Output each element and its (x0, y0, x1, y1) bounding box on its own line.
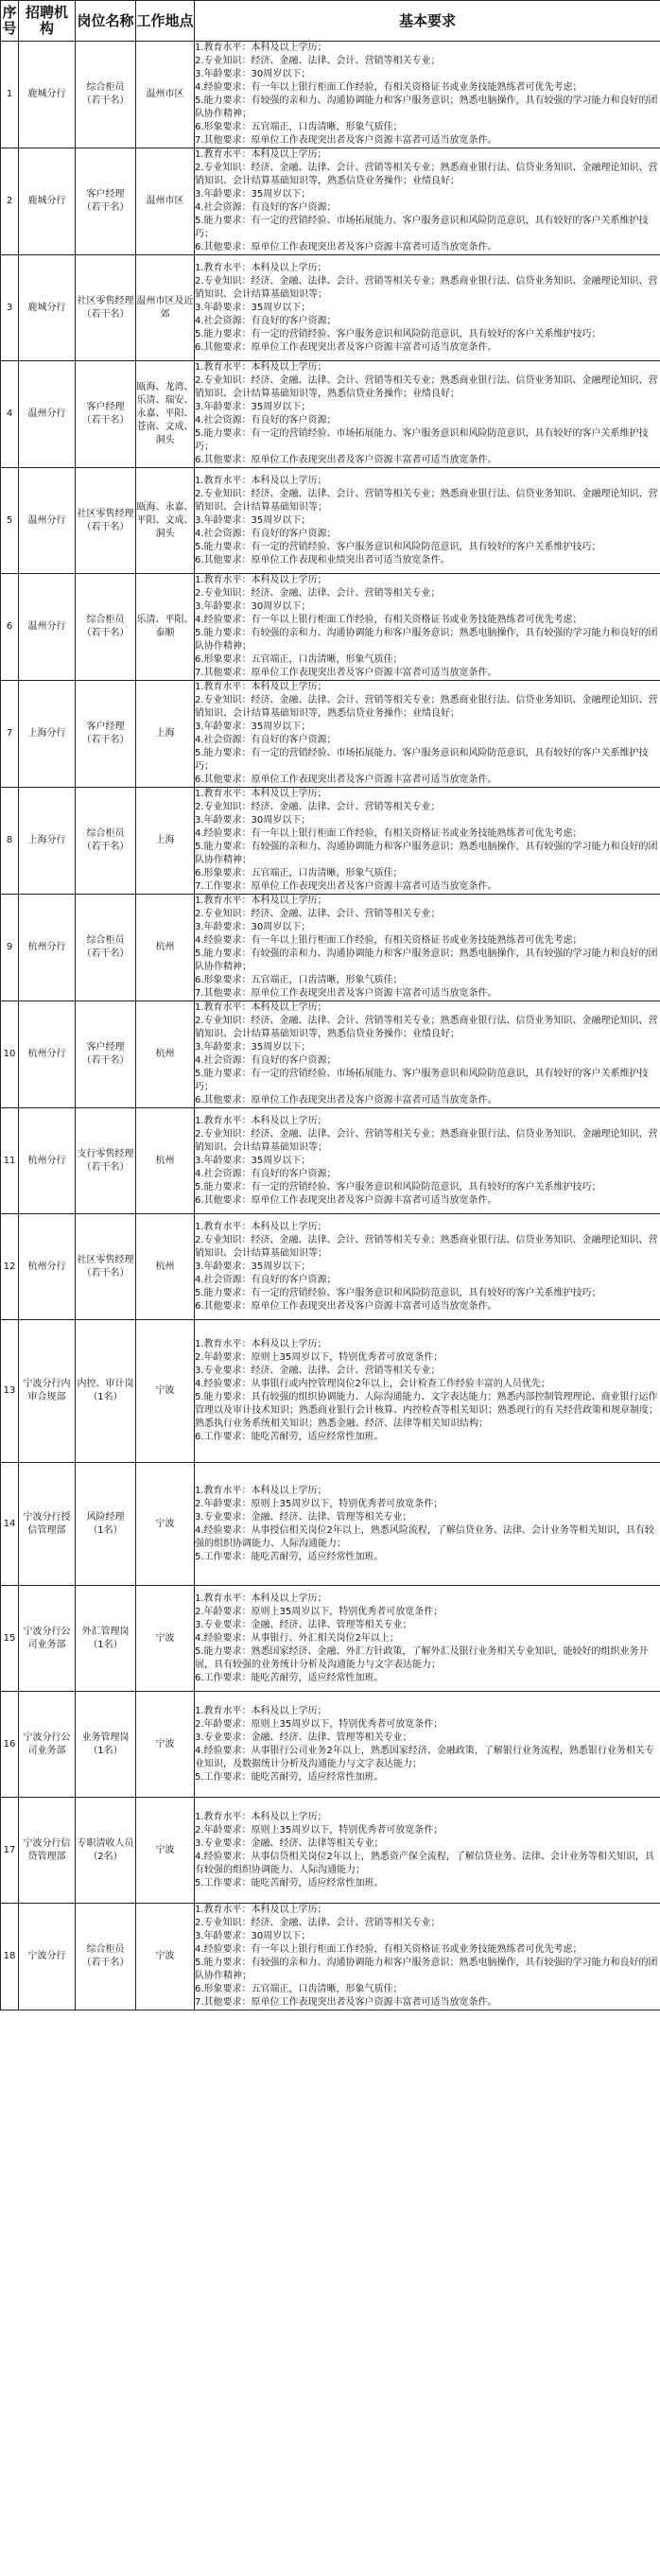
row-org: 鹿城分行 (19, 42, 76, 148)
requirement-line: 3.专业要求：经济、金融、法律、会计、营销等相关专业； (195, 1366, 441, 1376)
requirement-line: 1.教育水平：本科及以上学历； (195, 1221, 327, 1232)
requirement-line: 2.专业知识：经济、金融、法律、会计、营销等相关专业；熟悉商业银行法、信贷业务知识、金融理论知识、营销知识、会计结算基础知识等，熟悉信贷业务操作；业绩良好； (195, 375, 658, 399)
header-org: 招聘机构 (19, 1, 76, 42)
row-org: 上海分行 (19, 788, 76, 895)
requirement-line: 2.专业知识：经济、金融、法律、会计、营销等相关专业； (195, 802, 441, 812)
requirement-line: 4.经验要求：有一年以上银行柜面工作经验，有相关资格证书或业务技能熟练者可优先考虑； (195, 615, 582, 625)
position-count: （若干名） (81, 308, 130, 320)
requirement-line: 3.专业要求：金融、经济、法律、管理等相关专业； (195, 1511, 412, 1523)
position-name: 社区零售经理 (77, 1254, 134, 1265)
requirement-line: 5.能力要求：有较强的亲和力、沟通协调能力和客户服务意识；熟悉电脑操作，具有较强的学习能力和良好的团队协作精神； (195, 1958, 658, 1981)
row-location: 瓯海、龙湾、乐清、瑞安、永嘉、平阳、苍南、文成、洞头 (136, 361, 195, 468)
table-row (1, 895, 660, 1001)
position-count: （1名） (88, 1639, 123, 1650)
requirement-line: 5.能力要求：有一定的营销经验、市场拓展能力、客户服务意识和风险防范意识，具有较好的客户关系维护技巧； (195, 748, 649, 772)
position-count: （若干名） (81, 735, 130, 745)
table-row (1, 42, 660, 148)
requirement-line: 4.经验要求：有一年以上银行柜面工作经验，有相关资格证书或业务技能熟练者可优先考虑； (195, 1944, 582, 1955)
requirement-line: 2.专业知识：经济、金融、法律、会计、营销等相关专业；熟悉商业银行法、信贷业务知识、金融理论知识、营销知识、会计结算基础知识等； (195, 488, 658, 513)
requirement-line: 3.年龄要求：35周岁以下； (195, 514, 311, 526)
row-location: 温州市区及近郊 (136, 255, 195, 361)
row-requirements (195, 574, 660, 681)
requirement-line: 6.其他要求：原单位工作表现突出者及客户资源丰富者可适当放宽条件。 (195, 775, 497, 785)
header-row (1, 1, 660, 42)
table-row (1, 1692, 660, 1798)
position-count: （若干名） (81, 415, 130, 426)
requirement-line: 1.教育水平：本科及以上学历； (195, 1485, 327, 1496)
requirement-line: 5.能力要求：有一定的营销经验、市场拓展能力、客户服务意识和风险防范意识，具有较好的客户关系维护技巧； (195, 216, 649, 239)
table-row (1, 1904, 660, 2010)
row-requirements (195, 681, 660, 788)
requirement-line: 5.能力要求：有较强的亲和力、沟通协调能力和客户服务意识；熟悉电脑操作，具有较强的学习能力和良好的团队协作精神； (195, 949, 658, 972)
requirement-line: 2.年龄要求：原则上35周岁以下，特别优秀者可放宽条件； (195, 1498, 443, 1509)
position-count: （若干名） (81, 1958, 130, 1968)
row-number: 1 (1, 42, 19, 148)
row-number: 8 (1, 788, 19, 895)
row-position (76, 468, 136, 574)
position-name: 综合柜员 (86, 935, 125, 946)
row-number: 3 (1, 255, 19, 361)
requirement-line: 1.教育水平：本科及以上学历； (195, 362, 327, 373)
requirement-line: 1.教育水平：本科及以上学历； (195, 149, 327, 160)
position-count: （若干名） (81, 949, 130, 959)
row-requirements (195, 895, 660, 1001)
position-name: 综合柜员 (86, 82, 125, 93)
row-position (76, 255, 136, 361)
requirement-line: 6.形象要求：五官端正，口齿清晰，形象气质佳； (195, 1984, 403, 1994)
row-number: 18 (1, 1904, 19, 2010)
requirement-line: 6.其他要求：原单位工作表现突出者及客户资源丰富者可适当放宽条件。 (195, 1095, 497, 1105)
requirement-line: 3.年龄要求：30周岁以下； (195, 601, 311, 612)
position-name: 内控、审计岗 (77, 1379, 134, 1389)
requirement-line: 4.经验要求：从事授信相关岗位2年以上，熟悉风险流程，了解信贷业务、法律、会计业务等相关知识，具有较强的组织协调能力、人际沟通能力； (195, 1524, 654, 1549)
row-location: 宁波 (136, 1320, 195, 1463)
table-row (1, 468, 660, 574)
table-row (1, 361, 660, 468)
header-position: 岗位名称 (76, 1, 136, 42)
requirement-line: 5.能力要求：有一定的营销经验、客户服务意识和风险防范意识，具有较好的客户关系维护技巧； (195, 541, 601, 552)
row-position (76, 1320, 136, 1463)
header-no: 序号 (1, 1, 19, 42)
row-requirements (195, 468, 660, 574)
position-name: 客户经理 (86, 402, 125, 412)
row-number: 10 (1, 1001, 19, 1108)
row-requirements (195, 361, 660, 468)
requirement-line: 5.能力要求：有一定的营销经验、客户服务意识和风险防范意识，具有较好的客户关系维护技巧； (195, 1287, 601, 1298)
requirement-line: 3.年龄要求：35周岁以下； (195, 1155, 311, 1166)
requirement-line: 7.其他要求：原单位工作表现突出者及客户资源丰富者可适当放宽条件。 (195, 988, 497, 999)
row-location: 宁波 (136, 1798, 195, 1904)
position-count: （若干名） (81, 521, 130, 532)
position-name: 社区零售经理 (77, 295, 134, 306)
row-org: 宁波分行 (19, 1904, 76, 2010)
row-org: 宁波分行信贷管理部 (19, 1798, 76, 1904)
position-count: （2名） (88, 1851, 123, 1862)
position-name: 业务管理岗 (81, 1732, 130, 1743)
row-requirements (195, 1108, 660, 1214)
position-count: （1名） (88, 1745, 123, 1756)
position-count: （若干名） (81, 842, 130, 852)
requirement-line: 1.教育水平：本科及以上学历； (195, 1115, 327, 1126)
requirement-line: 6.其他要求：原单位工作表现突出者及客户资源丰富者可适当放宽条件。 (195, 242, 497, 252)
requirement-line: 5.能力要求：有一定的营销经验、市场拓展能力、客户服务意识和风险防范意识，具有较好的客户关系维护技巧； (195, 428, 649, 452)
row-org: 鹿城分行 (19, 255, 76, 361)
row-requirements (195, 148, 660, 255)
row-location: 杭州 (136, 1108, 195, 1214)
table-row (1, 788, 660, 895)
requirement-line: 1.教育水平：本科及以上学历； (195, 575, 327, 585)
requirement-line: 3.年龄要求：35周岁以下； (195, 302, 311, 313)
requirement-line: 3.年龄要求：30周岁以下； (195, 922, 311, 932)
row-position (76, 42, 136, 148)
row-position (76, 574, 136, 681)
row-number: 12 (1, 1214, 19, 1320)
requirement-line: 1.教育水平：本科及以上学历； (195, 682, 327, 692)
row-location: 上海 (136, 788, 195, 895)
requirement-line: 5.能力要求：熟悉国家经济、金融、外汇方针政策，了解外汇及银行业务相关专业知识，能较好的组织业务开展，具有较强的业务统计分析及沟通能力与文字表达能力； (195, 1645, 649, 1670)
row-position (76, 1214, 136, 1320)
position-name: 客户经理 (86, 722, 125, 732)
requirement-line: 4.社会资源：有良好的客户资源； (195, 315, 337, 326)
row-position (76, 681, 136, 788)
requirement-line: 4.经验要求：从事银行公司业务2年以上，熟悉国家经济、金融政策，了解银行业务流程，熟悉银行业务相关专业知识，及数据统计分析及沟通能力与文字表达能力； (195, 1745, 654, 1769)
row-org: 宁波分行公司业务部 (19, 1692, 76, 1798)
row-location: 宁波 (136, 1586, 195, 1692)
table-body (1, 42, 660, 2010)
requirement-line: 4.社会资源：有良好的客户资源； (195, 415, 337, 426)
position-name: 专职清收人员 (77, 1837, 134, 1849)
row-position (76, 1798, 136, 1904)
row-position (76, 1586, 136, 1692)
position-count: （1名） (88, 1524, 123, 1536)
row-org: 宁波分行公司业务部 (19, 1586, 76, 1692)
requirement-line: 6.工作要求：能吃苦耐劳，适应经常性加班。 (195, 1672, 384, 1683)
table-row (1, 574, 660, 681)
requirement-line: 4.经验要求：从事银行、外汇相关岗位2年以上； (195, 1632, 399, 1644)
requirement-line: 3.专业要求：金融、经济、法律等相关专业； (195, 1837, 384, 1849)
row-requirements (195, 42, 660, 148)
row-location: 宁波 (136, 1463, 195, 1586)
row-number: 17 (1, 1798, 19, 1904)
position-name: 风险经理 (86, 1511, 125, 1523)
requirement-line: 2.专业知识：经济、金融、法律、会计、营销等相关专业； (195, 909, 441, 919)
requirement-line: 7.工作要求：原单位工作表现突出者及客户资源丰富者可适当放宽条件。 (195, 881, 497, 892)
row-position (76, 148, 136, 255)
requirement-line: 3.年龄要求：35周岁以下； (195, 722, 311, 732)
header-requirements: 基本要求 (195, 1, 660, 42)
requirement-line: 6.形象要求：五官端正，口齿清晰，形象气质佳； (195, 122, 403, 132)
position-name: 综合柜员 (86, 615, 125, 625)
row-org: 杭州分行 (19, 1214, 76, 1320)
requirement-line: 3.专业要求：金融、经济、法律、管理等相关专业； (195, 1732, 412, 1743)
requirement-line: 1.教育水平：本科及以上学历； (195, 1339, 327, 1349)
requirement-line: 1.教育水平：本科及以上学历； (195, 262, 327, 273)
position-count: （1名） (88, 1392, 123, 1402)
row-location: 瓯海、永嘉、平阳、文成、洞头 (136, 468, 195, 574)
table-row (1, 1798, 660, 1904)
row-org: 温州分行 (19, 468, 76, 574)
row-number: 16 (1, 1692, 19, 1798)
requirement-line: 2.专业知识：经济、金融、法律、会计、营销等相关专业；熟悉商业银行法、信贷业务知识、金融理论知识、营销知识、会计结算基础知识等，熟悉信贷业务操作；业绩良好； (195, 163, 658, 186)
row-requirements (195, 1001, 660, 1108)
requirement-line: 7.其他要求：原单位工作表现突出者及客户资源丰富者可适当放宽条件。 (195, 1997, 497, 2008)
table-row (1, 1320, 660, 1463)
requirement-line: 1.教育水平：本科及以上学历； (195, 1002, 327, 1013)
row-org: 宁波分行授信管理部 (19, 1463, 76, 1586)
requirement-line: 6.其他要求：原单位工作表现突出者及客户资源丰富者可适当放宽条件。 (195, 1194, 497, 1206)
requirement-line: 5.能力要求：有较强的亲和力、沟通协调能力和客户服务意识；熟悉电脑操作，具有较强的学习能力和良好的团队协作精神； (195, 842, 658, 865)
requirement-line: 6.其他要求：原单位工作表现和业绩突出者可适当放宽条件。 (195, 554, 450, 566)
requirement-line: 6.其他要求：原单位工作表现突出者及客户资源丰富者可适当放宽条件。 (195, 341, 497, 353)
requirement-line: 6.形象要求：五官端正，口齿清晰，形象气质佳； (195, 975, 403, 985)
requirement-line: 2.专业知识：经济、金融、法律、会计、营销等相关专业；熟悉商业银行法、信贷业务知识、金融理论知识、营销知识、会计结算基础知识等，熟悉信贷业务操作；业绩良好； (195, 1016, 658, 1039)
requirement-line: 4.经验要求：有一年以上银行柜面工作经验，有相关资格证书或业务技能熟练者可优先考虑； (195, 828, 582, 839)
row-position (76, 1108, 136, 1214)
position-name: 外汇管理岗 (81, 1626, 130, 1637)
row-requirements (195, 1214, 660, 1320)
position-name: 社区零售经理 (77, 508, 134, 519)
row-org: 宁波分行内审合规部 (19, 1320, 76, 1463)
requirement-line: 3.年龄要求：35周岁以下； (195, 1261, 311, 1272)
requirement-line: 1.教育水平：本科及以上学历； (195, 1593, 327, 1604)
row-location: 乐清、平阳、泰顺 (136, 574, 195, 681)
requirement-line: 5.能力要求：有一定的营销经验、客户服务意识和风险防范意识，具有较好的客户关系维护技巧； (195, 1181, 601, 1192)
row-location: 宁波 (136, 1692, 195, 1798)
requirement-line: 1.教育水平：本科及以上学历； (195, 1811, 327, 1822)
table-row (1, 1108, 660, 1214)
row-location: 杭州 (136, 895, 195, 1001)
requirement-line: 2.年龄要求：原则上35周岁以下，特别优秀者可放宽条件； (195, 1824, 443, 1836)
row-requirements (195, 788, 660, 895)
row-position (76, 1001, 136, 1108)
requirement-line: 6.形象要求：五官端正，口齿清晰，形象气质佳； (195, 654, 403, 665)
requirement-line: 2.专业知识：经济、金融、法律、会计、营销等相关专业；熟悉商业银行法、信贷业务知识、金融理论知识、营销知识、会计结算基础知识等； (195, 275, 658, 300)
requirement-line: 7.其他要求：原单位工作表现突出者及客户资源丰富者可适当放宽条件。 (195, 135, 497, 146)
row-number: 5 (1, 468, 19, 574)
row-requirements (195, 255, 660, 361)
requirement-line: 2.年龄要求：原则上35周岁以下，特别优秀者可放宽条件； (195, 1352, 443, 1363)
requirement-line: 1.教育水平：本科及以上学历； (195, 475, 327, 486)
row-location: 杭州 (136, 1214, 195, 1320)
position-name: 综合柜员 (86, 1944, 125, 1955)
requirement-line: 6.其他要求：原单位工作表现突出者及客户资源丰富者可适当放宽条件。 (195, 1300, 497, 1312)
requirement-line: 4.经验要求：有一年以上银行柜面工作经验，有相关资格证书或业务技能熟练者可优先考虑； (195, 82, 582, 93)
table-row (1, 1214, 660, 1320)
position-count: （若干名） (81, 202, 130, 213)
position-name: 客户经理 (86, 189, 125, 200)
row-location: 温州市区 (136, 42, 195, 148)
position-count: （若干名） (81, 628, 130, 638)
requirement-line: 7.其他要求：原单位工作表现突出者及客户资源丰富者可适当放宽条件。 (195, 668, 497, 678)
requirement-line: 3.专业要求：金融、经济、法律、管理等相关专业； (195, 1619, 412, 1630)
requirement-line: 4.社会资源：有良好的客户资源； (195, 735, 337, 745)
requirement-line: 4.经验要求：从事信贷相关岗位2年以上，熟悉资产保全流程，了解信贷业务、法律、会计业务等相关知识，具有较强的组织协调能力、人际沟通能力； (195, 1851, 654, 1875)
row-requirements (195, 1586, 660, 1692)
row-location: 上海 (136, 681, 195, 788)
row-org: 杭州分行 (19, 1001, 76, 1108)
table-row (1, 1463, 660, 1586)
row-org: 鹿城分行 (19, 148, 76, 255)
requirement-line: 4.社会资源：有良好的客户资源； (195, 1168, 337, 1179)
row-number: 7 (1, 681, 19, 788)
position-count: （若干名） (81, 96, 130, 106)
header-location: 工作地点 (136, 1, 195, 42)
table-row (1, 148, 660, 255)
requirement-line: 2.专业知识：经济、金融、法律、会计、营销等相关专业； (195, 56, 441, 66)
row-requirements (195, 1904, 660, 2010)
requirement-line: 4.社会资源：有良好的客户资源； (195, 1055, 337, 1066)
requirement-line: 5.工作要求：能吃苦耐劳，适应经常性加班。 (195, 1551, 384, 1562)
requirement-line: 1.教育水平：本科及以上学历； (195, 43, 327, 53)
row-number: 2 (1, 148, 19, 255)
requirement-line: 6.工作要求：能吃苦耐劳，适应经常性加班。 (195, 1432, 384, 1442)
position-name: 支行零售经理 (77, 1148, 134, 1159)
row-position (76, 788, 136, 895)
requirement-line: 3.年龄要求：30周岁以下； (195, 69, 311, 79)
position-name: 客户经理 (86, 1042, 125, 1053)
requirement-line: 5.工作要求：能吃苦耐劳，适应经常性加班。 (195, 1877, 384, 1888)
position-count: （若干名） (81, 1267, 130, 1279)
requirement-line: 3.年龄要求：30周岁以下； (195, 815, 311, 826)
row-location: 宁波 (136, 1904, 195, 2010)
row-location: 杭州 (136, 1001, 195, 1108)
row-position (76, 895, 136, 1001)
row-position (76, 361, 136, 468)
requirement-line: 4.经验要求：有一年以上银行柜面工作经验，有相关资格证书或业务技能熟练者可优先考虑； (195, 935, 582, 946)
requirement-line: 5.能力要求：有一定的营销经验、市场拓展能力、客户服务意识和风险防范意识，具有较好的客户关系维护技巧； (195, 1069, 649, 1092)
requirement-line: 6.其他要求：原单位工作表现突出者及客户资源丰富者可适当放宽条件。 (195, 455, 497, 465)
requirement-line: 2.专业知识：经济、金融、法律、会计、营销等相关专业； (195, 1918, 441, 1928)
row-location: 温州市区 (136, 148, 195, 255)
requirement-line: 3.年龄要求：35周岁以下； (195, 1042, 311, 1053)
row-org: 上海分行 (19, 681, 76, 788)
row-requirements (195, 1798, 660, 1904)
requirement-line: 2.专业知识：经济、金融、法律、会计、营销等相关专业；熟悉商业银行法、信贷业务知识、金融理论知识、营销知识、会计结算基础知识等； (195, 1234, 658, 1259)
requirement-line: 1.教育水平：本科及以上学历； (195, 1705, 327, 1716)
requirement-line: 1.教育水平：本科及以上学历； (195, 789, 327, 799)
row-number: 15 (1, 1586, 19, 1692)
table-row (1, 1001, 660, 1108)
requirement-line: 4.社会资源：有良好的客户资源； (195, 528, 337, 539)
table-row (1, 255, 660, 361)
requirement-line: 6.形象要求：五官端正，口齿清晰，形象气质佳； (195, 868, 403, 879)
position-name: 综合柜员 (86, 828, 125, 839)
requirement-line: 4.社会资源：有良好的客户资源； (195, 1274, 337, 1285)
row-number: 4 (1, 361, 19, 468)
row-number: 9 (1, 895, 19, 1001)
requirement-line: 3.年龄要求：35周岁以下； (195, 189, 311, 200)
requirement-line: 3.年龄要求：30周岁以下； (195, 1931, 311, 1941)
row-number: 11 (1, 1108, 19, 1214)
requirement-line: 3.年龄要求：35周岁以下； (195, 402, 311, 412)
row-requirements (195, 1320, 660, 1463)
requirement-line: 2.专业知识：经济、金融、法律、会计、营销等相关专业； (195, 588, 441, 599)
requirement-line: 2.年龄要求：原则上35周岁以下，特别优秀者可放宽条件； (195, 1718, 443, 1730)
row-org: 杭州分行 (19, 1108, 76, 1214)
requirement-line: 1.教育水平：本科及以上学历； (195, 1905, 327, 1915)
row-position (76, 1904, 136, 2010)
requirement-line: 2.年龄要求：原则上35周岁以下，特别优秀者可放宽条件； (195, 1606, 443, 1617)
row-position (76, 1463, 136, 1586)
row-position (76, 1692, 136, 1798)
requirement-line: 5.能力要求：有较强的亲和力、沟通协调能力和客户服务意识；熟悉电脑操作，具有较强的学习能力和良好的团队协作精神； (195, 96, 658, 119)
row-number: 13 (1, 1320, 19, 1463)
requirement-line: 4.经验要求：从事银行或内控管理岗位2年以上，会计检查工作经验丰富的人员优先； (195, 1379, 550, 1389)
row-requirements (195, 1463, 660, 1586)
row-number: 14 (1, 1463, 19, 1586)
requirement-line: 5.能力要求：有一定的营销经验、客户服务意识和风险防范意识，具有较好的客户关系维护技巧； (195, 328, 601, 339)
requirement-line: 5.能力要求：有较强的亲和力、沟通协调能力和客户服务意识；熟悉电脑操作，具有较强的学习能力和良好的团队协作精神； (195, 628, 658, 652)
table-row (1, 681, 660, 788)
requirement-line: 5.能力要求：具有较强的组织协调能力、人际沟通能力、文字表达能力；熟悉内部控制管理理论、商业银行运作管理以及审计技术知识；熟悉商业银行会计核算、内控检查等相关知识；熟悉现行的有关经营政策和规章制度；熟悉执行业务系统相关知识；熟悉金融、经济、法律等相关知识结构； (195, 1392, 658, 1429)
row-requirements (195, 1692, 660, 1798)
requirement-line: 2.专业知识：经济、金融、法律、会计、营销等相关专业；熟悉商业银行法、信贷业务知识、金融理论知识、营销知识、会计结算基础知识等，熟悉信贷业务操作；业绩良好； (195, 695, 658, 719)
requirement-line: 4.社会资源：有良好的客户资源； (195, 202, 337, 213)
row-org: 温州分行 (19, 574, 76, 681)
row-org: 温州分行 (19, 361, 76, 468)
row-number: 6 (1, 574, 19, 681)
position-count: （若干名） (81, 1055, 130, 1066)
position-count: （若干名） (81, 1161, 130, 1173)
table-row (1, 1586, 660, 1692)
row-org: 杭州分行 (19, 895, 76, 1001)
requirement-line: 2.专业知识：经济、金融、法律、会计、营销等相关专业；熟悉商业银行法、信贷业务知识、金融理论知识、营销知识、会计结算基础知识等； (195, 1128, 658, 1153)
requirement-line: 1.教育水平：本科及以上学历； (195, 896, 327, 906)
requirement-line: 5.工作要求：能吃苦耐劳，适应经常性加班。 (195, 1771, 384, 1783)
